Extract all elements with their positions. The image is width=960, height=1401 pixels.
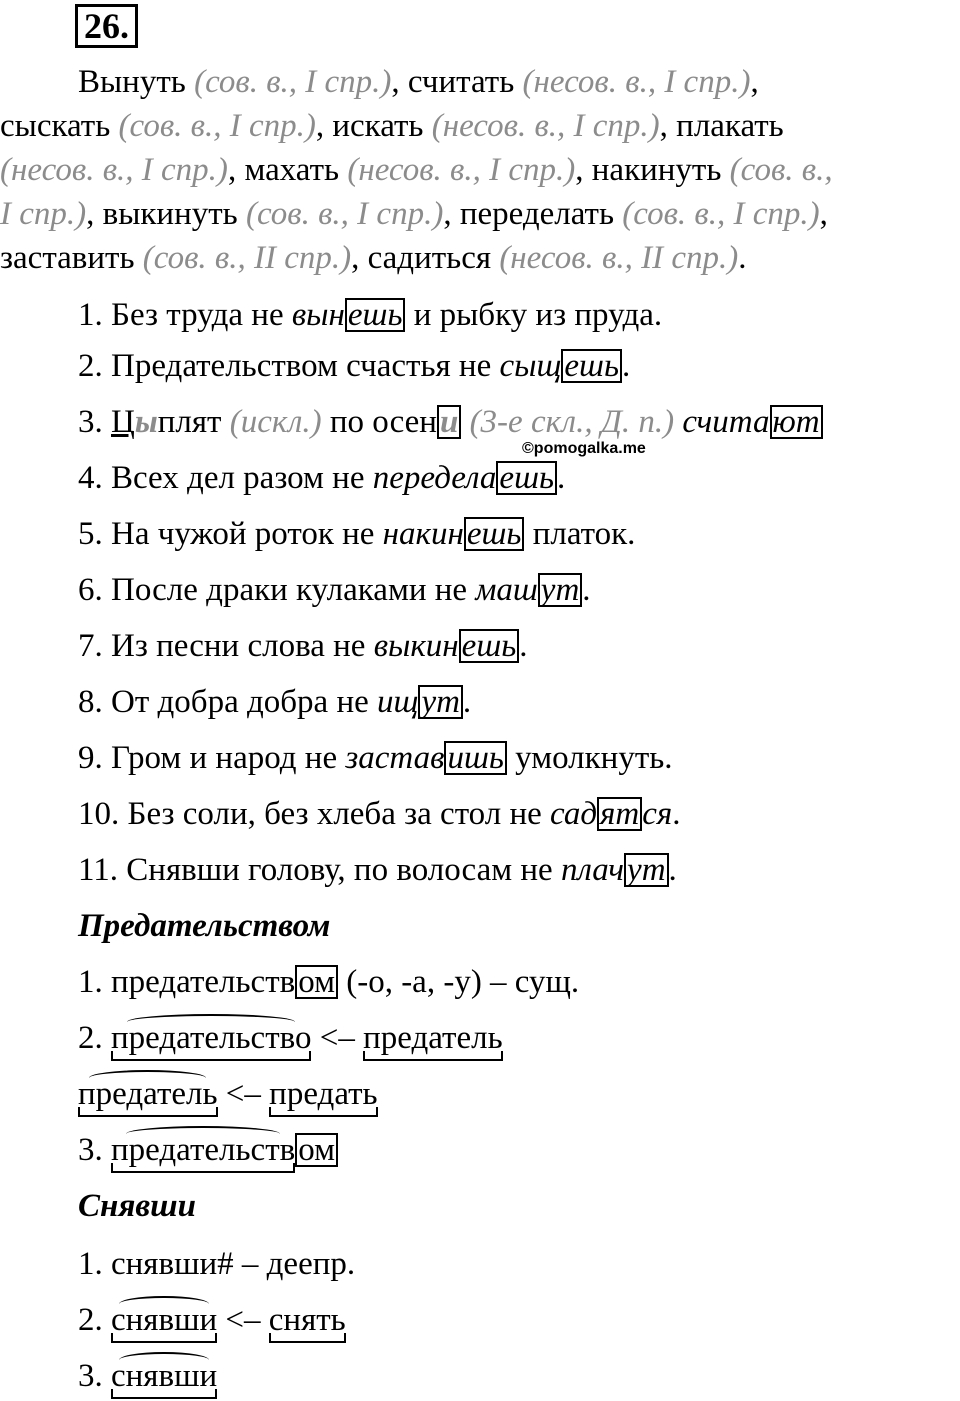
sentence-7: 7. Из песни слова не выкинешь. <box>78 628 528 664</box>
analysis1-line-1: 1. предательством (-о, -а, -у) – сущ. <box>78 964 580 1000</box>
sentence-9: 9. Гром и народ не заставишь умолкнуть. <box>78 740 673 776</box>
intro-line-4: I спр.), выкинуть (сов. в., I спр.), переделать (сов. в., I спр.), <box>0 196 828 232</box>
sentence-3: 3. Цыплят (искл.) по осени (3-е скл., Д. п.) считают <box>78 402 823 442</box>
section-title-snyavshi: Снявши <box>78 1188 196 1224</box>
analysis2-line-3: 3. снявши <box>78 1358 218 1394</box>
analysis2-line-2: 2. снявши <– снять <box>78 1302 346 1338</box>
section-title-predatelstvom: Предательством <box>78 908 331 944</box>
analysis1-line-2: 2. предательство <– предатель <box>78 1020 503 1056</box>
sentence-8: 8. От добра добра не ищут. <box>78 684 472 720</box>
intro-line-3: (несов. в., I спр.), махать (несов. в., I спр.), накинуть (сов. в., <box>0 152 833 188</box>
sentence-4: 4. Всех дел разом не переделаешь. <box>78 460 566 496</box>
task-number: 26. <box>75 4 138 48</box>
watermark: ©pomogalka.me <box>522 440 646 457</box>
sentence-5: 5. На чужой роток не накинешь платок. <box>78 516 636 552</box>
sentence-11: 11. Снявши голову, по волосам не плачут. <box>78 852 677 888</box>
intro-line-1: Вынуть (сов. в., I спр.), считать (несов. в., I спр.), <box>78 64 759 100</box>
sentence-2: 2. Предательством счастья не сыщешь. <box>78 348 631 384</box>
sentence-6: 6. После драки кулаками не машут. <box>78 572 591 608</box>
intro-line-5: заставить (сов. в., II спр.), садиться (несов. в., II спр.). <box>0 240 747 276</box>
sentence-1: 1. Без труда не вынешь и рыбку из пруда. <box>78 297 663 333</box>
analysis1-line-3: предатель <– предать <box>78 1076 378 1112</box>
intro-line-2: сыскать (сов. в., I спр.), искать (несов. в., I спр.), плакать <box>0 108 784 144</box>
sentence-10: 10. Без соли, без хлеба за стол не садятся. <box>78 796 681 832</box>
analysis1-line-4: 3. предательством <box>78 1130 338 1170</box>
analysis2-line-1: 1. снявши# – деепр. <box>78 1246 356 1282</box>
